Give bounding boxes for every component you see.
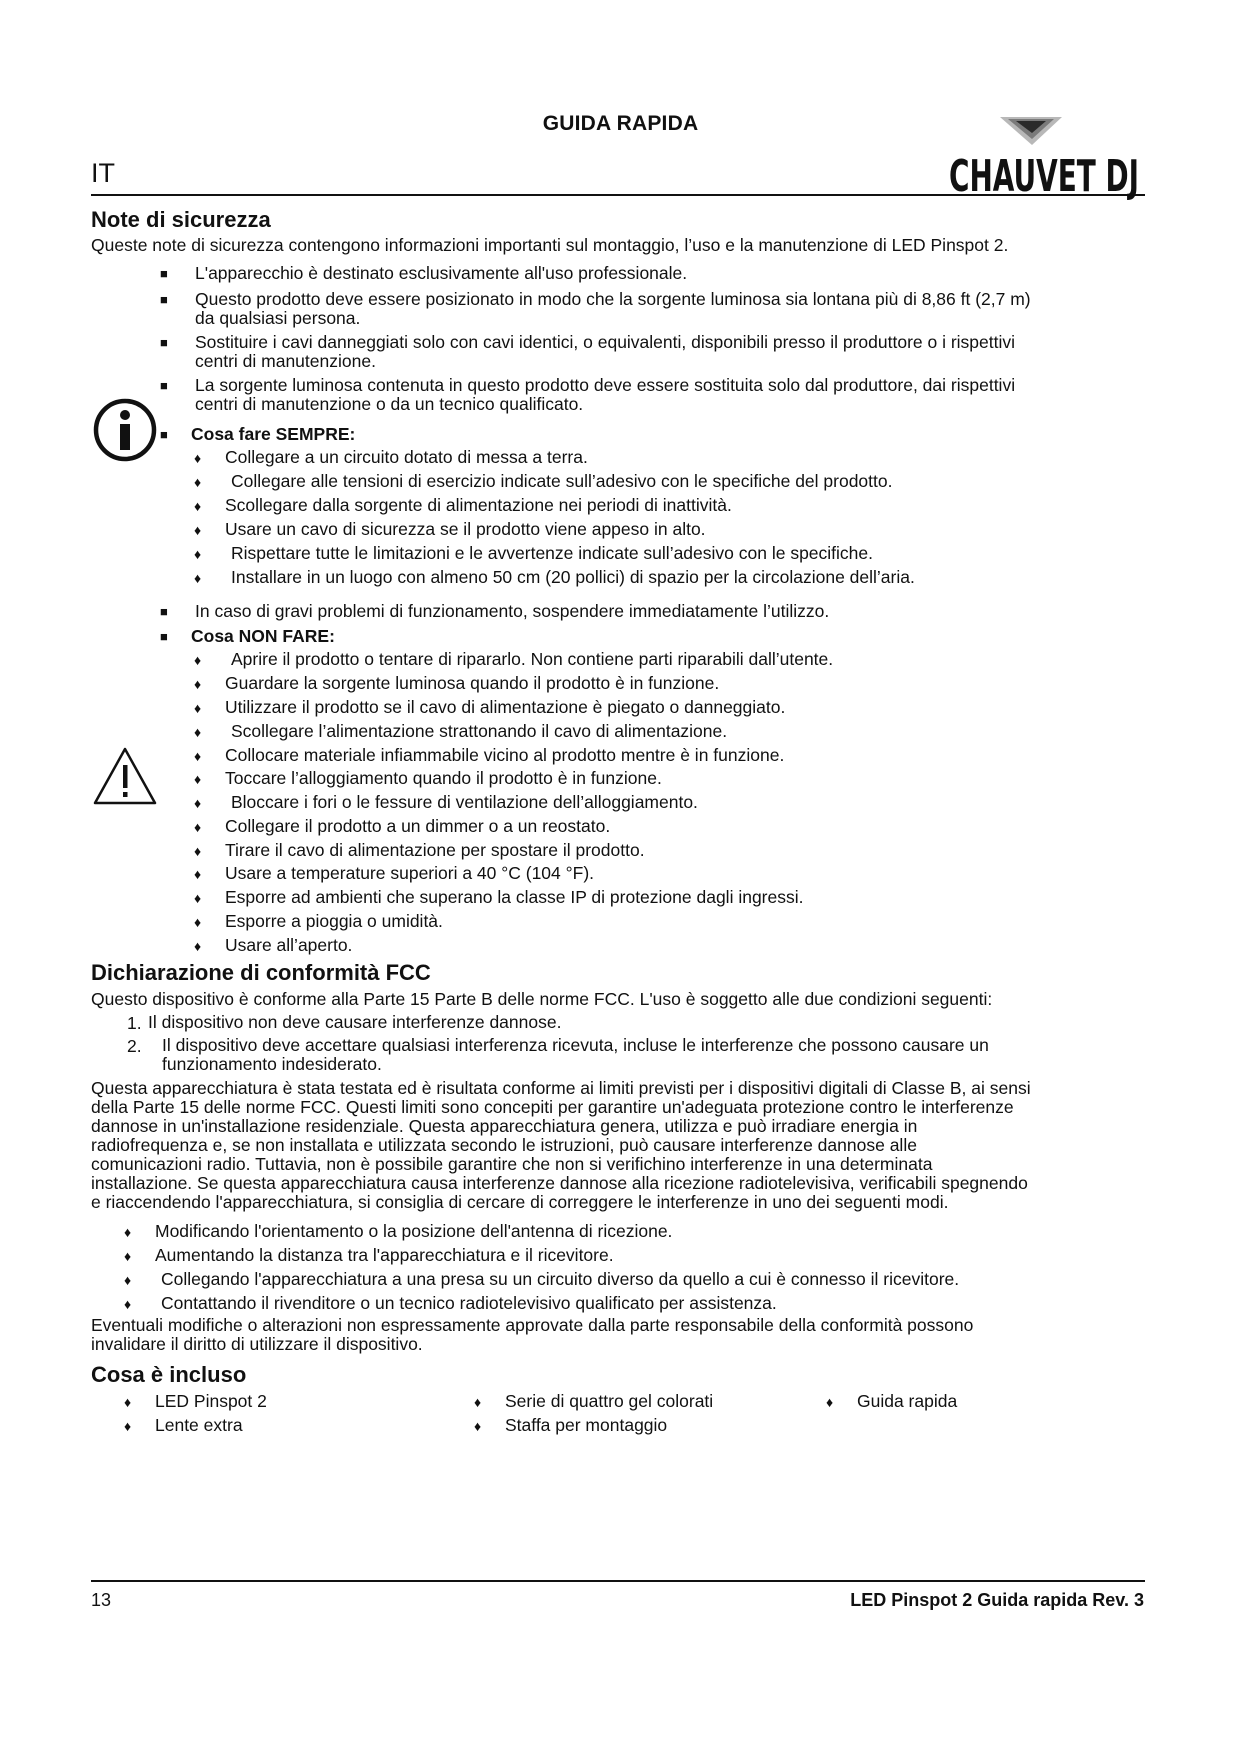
fcc-measure: Aumentando la distanza tra l'apparecchiatura e il ricevitore. <box>155 1245 614 1265</box>
diamond-bullet: ♦ <box>194 652 202 668</box>
fcc-paragraph-line: comunicazioni radio. Tuttavia, non è possibile garantire che non si verifichino interferenze in una determinata <box>91 1154 933 1174</box>
never-item: Esporre ad ambienti che superano la classe IP di protezione dagli ingressi. <box>225 887 804 907</box>
never-item: Collocare materiale infiammabile vicino al prodotto mentre è in funzione. <box>225 745 785 765</box>
never-item: Scollegare l’alimentazione strattonando il cavo di alimentazione. <box>231 721 728 741</box>
diamond-bullet: ♦ <box>124 1272 132 1288</box>
diamond-bullet: ♦ <box>194 938 202 954</box>
never-item: Bloccare i fori o le fessure di ventilazione dell’alloggiamento. <box>231 792 698 812</box>
diamond-bullet: ♦ <box>194 914 202 930</box>
fcc-closing-line: invalidare il diritto di utilizzare il dispositivo. <box>91 1334 423 1354</box>
safety-item: L'apparecchio è destinato esclusivamente all'uso professionale. <box>195 263 688 283</box>
square-bullet: ■ <box>160 604 168 619</box>
square-bullet: ■ <box>160 292 168 307</box>
always-item: Collegare a un circuito dotato di messa a terra. <box>225 447 588 467</box>
square-bullet: ■ <box>160 266 168 281</box>
square-bullet: ■ <box>160 427 168 442</box>
diamond-bullet: ♦ <box>194 498 202 514</box>
diamond-bullet: ♦ <box>474 1394 482 1410</box>
fcc-closing-line: Eventuali modifiche o alterazioni non espressamente approvate dalla parte responsabile della conformità possono <box>91 1315 974 1335</box>
never-item: Tirare il cavo di alimentazione per spostare il prodotto. <box>225 840 645 860</box>
footer-divider <box>91 1580 1145 1582</box>
page-header-title: GUIDA RAPIDA <box>542 112 699 135</box>
warning-icon <box>92 745 158 807</box>
included-item: Lente extra <box>155 1415 243 1435</box>
fcc-paragraph-line: Questa apparecchiatura è stata testata ed è risultata conforme ai limiti previsti per i dispositivi digitali di Classe B, ai sensi <box>91 1078 1031 1098</box>
never-item: Usare all’aperto. <box>225 935 353 955</box>
included-heading: Cosa è incluso <box>91 1362 247 1387</box>
svg-text:CHAUVET DJ: CHAUVET DJ <box>949 151 1139 202</box>
safety-item-cont: da qualsiasi persona. <box>195 308 361 328</box>
fcc-paragraph-line: della Parte 15 delle norme FCC. Questi limiti sono concepiti per garantire un'adeguata protezione contro le interferenze <box>91 1097 1014 1117</box>
fcc-paragraph-line: installazione. Se questa apparecchiatura causa interferenze dannose alla ricezione radiotelevisiva, verificabili spegnendo <box>91 1173 1028 1193</box>
condition-text-cont: funzionamento indesiderato. <box>162 1054 382 1074</box>
condition-text: Il dispositivo non deve causare interferenze dannose. <box>148 1012 562 1032</box>
fcc-paragraph-line: radiofrequenza e, se non installata e utilizzata secondo le istruzioni, può causare interferenze dannose alle <box>91 1135 917 1155</box>
diamond-bullet: ♦ <box>826 1394 834 1410</box>
safety-item: In caso di gravi problemi di funzionamento, sospendere immediatamente l’utilizzo. <box>195 601 830 621</box>
always-item: Rispettare tutte le limitazioni e le avvertenze indicate sull’adesivo con le specifiche. <box>231 543 873 563</box>
diamond-bullet: ♦ <box>194 771 202 787</box>
never-item: Usare a temperature superiori a 40 °C (104 °F). <box>225 863 595 883</box>
diamond-bullet: ♦ <box>124 1224 132 1240</box>
diamond-bullet: ♦ <box>194 724 202 740</box>
fcc-measure: Modificando l'orientamento o la posizione dell'antenna di ricezione. <box>155 1221 673 1241</box>
header-divider <box>91 194 1145 196</box>
condition-text: Il dispositivo deve accettare qualsiasi interferenza ricevuta, incluse le interferenze che possono causare un <box>162 1035 989 1055</box>
diamond-bullet: ♦ <box>194 748 202 764</box>
always-heading: Cosa fare SEMPRE: <box>191 424 356 444</box>
diamond-bullet: ♦ <box>194 522 202 538</box>
diamond-bullet: ♦ <box>194 866 202 882</box>
diamond-bullet: ♦ <box>124 1418 132 1434</box>
always-item: Usare un cavo di sicurezza se il prodotto viene appeso in alto. <box>225 519 706 539</box>
fcc-measure: Contattando il rivenditore o un tecnico radiotelevisivo qualificato per assistenza. <box>161 1293 777 1313</box>
diamond-bullet: ♦ <box>194 546 202 562</box>
included-item: Guida rapida <box>857 1391 958 1411</box>
never-item: Toccare l’alloggiamento quando il prodotto è in funzione. <box>225 768 662 788</box>
diamond-bullet: ♦ <box>194 890 202 906</box>
safety-item: La sorgente luminosa contenuta in questo prodotto deve essere sostituita solo dal produttore, dai rispettivi <box>195 375 1016 395</box>
square-bullet: ■ <box>160 629 168 644</box>
fcc-intro: Questo dispositivo è conforme alla Parte 15 Parte B delle norme FCC. L'uso è soggetto alle due condizioni seguenti: <box>91 989 993 1009</box>
diamond-bullet: ♦ <box>194 450 202 466</box>
square-bullet: ■ <box>160 335 168 350</box>
fcc-measure: Collegando l'apparecchiatura a una presa su un circuito diverso da quello a cui è connesso il ricevitore. <box>161 1269 960 1289</box>
document-title: LED Pinspot 2 Guida rapida Rev. 3 <box>850 1590 1144 1610</box>
never-item: Esporre a pioggia o umidità. <box>225 911 443 931</box>
fcc-paragraph-line: dannose in un'installazione residenziale. Questa apparecchiatura genera, utilizza e può irradiare energia in <box>91 1116 918 1136</box>
included-item: Serie di quattro gel colorati <box>505 1391 714 1411</box>
diamond-bullet: ♦ <box>194 676 202 692</box>
diamond-bullet: ♦ <box>124 1296 132 1312</box>
safety-intro: Queste note di sicurezza contengono informazioni importanti sul montaggio, l’uso e la manutenzione di LED Pinspot 2. <box>91 235 1009 255</box>
diamond-bullet: ♦ <box>474 1418 482 1434</box>
safety-item-cont: centri di manutenzione o da un tecnico qualificato. <box>195 394 584 414</box>
diamond-bullet: ♦ <box>124 1394 132 1410</box>
never-heading: Cosa NON FARE: <box>191 626 335 646</box>
condition-number: 2. <box>127 1036 142 1056</box>
language-code: IT <box>91 158 115 188</box>
diamond-bullet: ♦ <box>124 1248 132 1264</box>
safety-heading: Note di sicurezza <box>91 207 271 232</box>
diamond-bullet: ♦ <box>194 819 202 835</box>
always-item: Collegare alle tensioni di esercizio indicate sull’adesivo con le specifiche del prodotto. <box>231 471 893 491</box>
square-bullet: ■ <box>160 378 168 393</box>
condition-number: 1. <box>127 1013 142 1033</box>
included-item: LED Pinspot 2 <box>155 1391 267 1411</box>
never-item: Utilizzare il prodotto se il cavo di alimentazione è piegato o danneggiato. <box>225 697 786 717</box>
diamond-bullet: ♦ <box>194 700 202 716</box>
never-item: Guardare la sorgente luminosa quando il prodotto è in funzione. <box>225 673 720 693</box>
never-item: Collegare il prodotto a un dimmer o a un reostato. <box>225 816 611 836</box>
diamond-bullet: ♦ <box>194 843 202 859</box>
diamond-bullet: ♦ <box>194 795 202 811</box>
safety-item-cont: centri di manutenzione. <box>195 351 376 371</box>
never-item: Aprire il prodotto o tentare di ripararlo. Non contiene parti riparabili dall’utente. <box>231 649 834 669</box>
safety-item: Sostituire i cavi danneggiati solo con cavi identici, o equivalenti, disponibili presso il produttore o i rispettivi <box>195 332 1016 352</box>
info-icon <box>92 397 158 463</box>
chauvet-dj-logo <box>944 115 1144 202</box>
included-item: Staffa per montaggio <box>505 1415 668 1435</box>
always-item: Installare in un luogo con almeno 50 cm (20 pollici) di spazio per la circolazione dell’aria. <box>231 567 915 587</box>
fcc-paragraph-line: e riaccendendo l'apparecchiatura, si consiglia di cercare di correggere le interferenze in uno dei seguenti modi. <box>91 1192 949 1212</box>
diamond-bullet: ♦ <box>194 570 202 586</box>
fcc-heading: Dichiarazione di conformità FCC <box>91 960 431 985</box>
safety-item: Questo prodotto deve essere posizionato in modo che la sorgente luminosa sia lontana più di 8,86 ft (2,7 m) <box>195 289 1031 309</box>
diamond-bullet: ♦ <box>194 474 202 490</box>
always-item: Scollegare dalla sorgente di alimentazione nei periodi di inattività. <box>225 495 732 515</box>
page-number: 13 <box>91 1590 112 1610</box>
